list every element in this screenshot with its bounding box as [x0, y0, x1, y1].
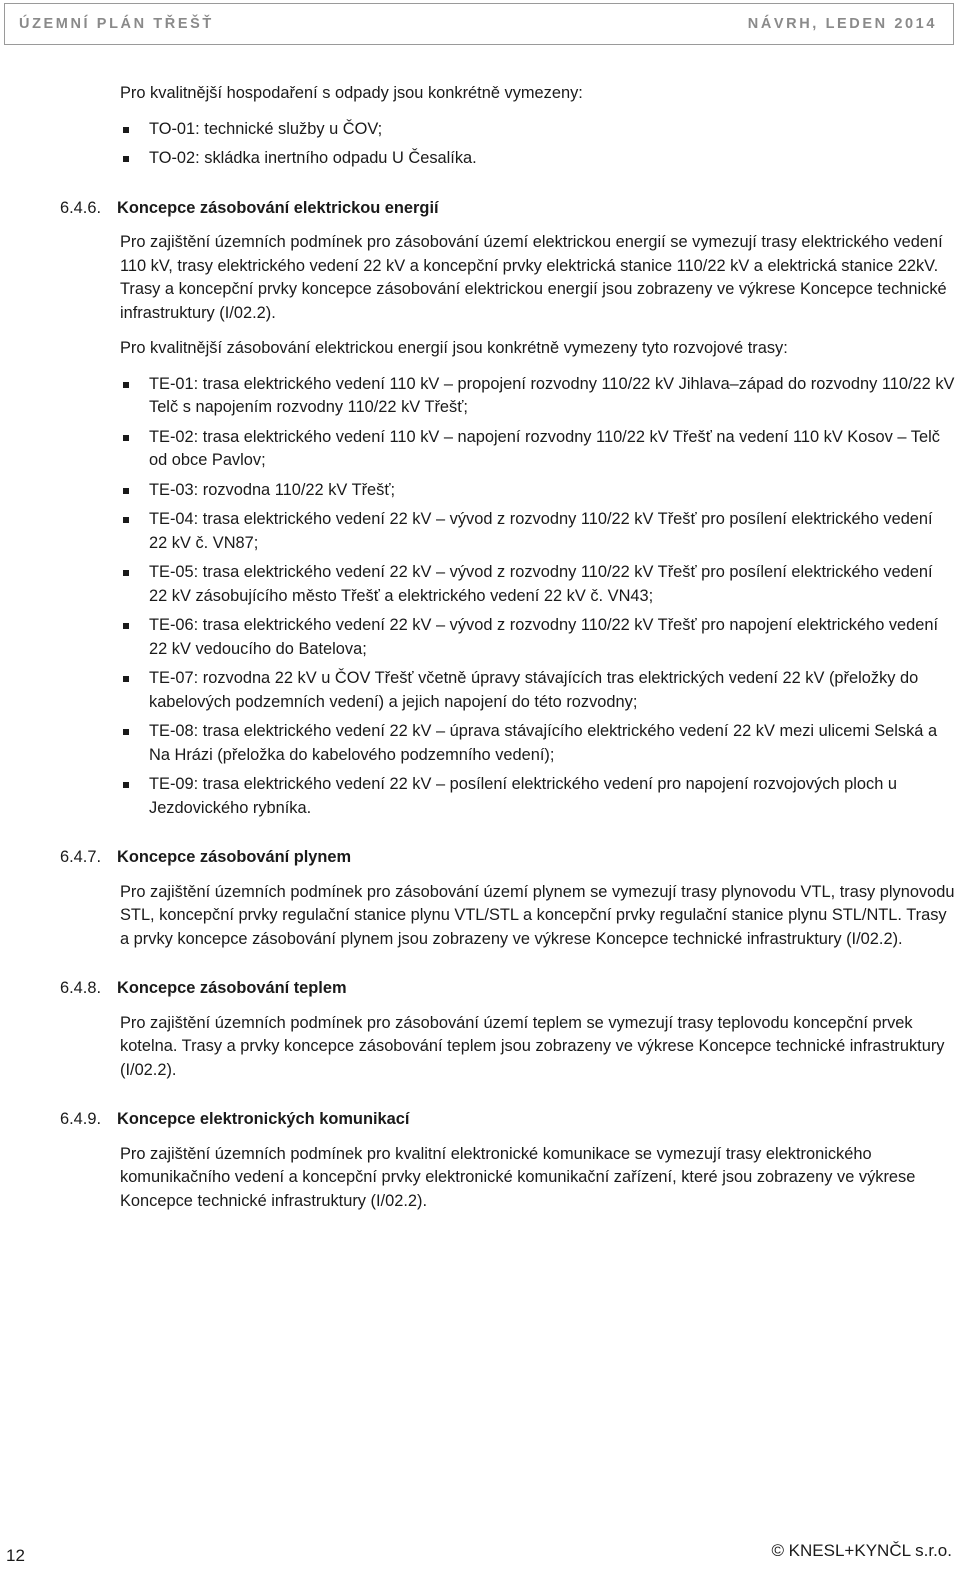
section-number: 6.4.6.: [60, 198, 102, 217]
section-title: Koncepce zásobování teplem: [117, 979, 347, 997]
page-number: 12: [6, 1546, 25, 1565]
list-item: TE-05: trasa elektrického vedení 22 kV – vývod z rozvodny 110/22 kV Třešť pro posílení elektrického vedení 22 kV zásobujícího město Třešť a elektrického vedení 22 kV č. VN43;: [120, 561, 955, 608]
list-item: TE-07: rozvodna 22 kV u ČOV Třešť včetně úpravy stávajících tras elektrických vedení 22 kV (přeložky do kabelových podzemních vedení) a jejich napojení do této rozvodny;: [120, 667, 955, 714]
section-heading-647: [60, 846, 955, 870]
header-version-date: NÁVRH, LEDEN 2014: [747, 16, 937, 32]
section-heading-646: [60, 197, 955, 221]
section-number: 6.4.8.: [60, 979, 102, 997]
section-heading-648: [60, 977, 955, 1001]
page-header: [4, 3, 954, 45]
section-heading-649: [60, 1108, 955, 1132]
header-document-title: ÚZEMNÍ PLÁN TŘEŠŤ: [19, 16, 214, 32]
list-item: TE-02: trasa elektrického vedení 110 kV – napojení rozvodny 110/22 kV Třešť na vedení 110 kV Kosov – Telč od obce Pavlov;: [120, 426, 955, 473]
list-item: TE-04: trasa elektrického vedení 22 kV – vývod z rozvodny 110/22 kV Třešť pro posílení elektrického vedení 22 kV č. VN87;: [120, 508, 955, 555]
section-title: Koncepce zásobování elektrickou energií: [117, 198, 439, 217]
list-item: TO-01: technické služby u ČOV;: [120, 118, 955, 142]
list-item: TE-03: rozvodna 110/22 kV Třešť;: [120, 479, 955, 503]
list-item: TE-09: trasa elektrického vedení 22 kV – posílení elektrického vedení pro napojení rozvojových ploch u Jezdovického rybníka.: [120, 773, 955, 820]
section-paragraph: Pro zajištění územních podmínek pro zásobování území elektrickou energií se vymezují trasy elektrického vedení 110 kV, trasy elektrického vedení 22 kV a koncepční prvky elektrická stanice 110/22 kV a elektrická stanice 22kV. Trasy a koncepční prvky koncepce zásobování elektrickou energií jsou zobrazeny ve výkrese Koncepce technické infrastruktury (I/02.2).: [120, 233, 947, 322]
section-paragraph: Pro kvalitnější zásobování elektrickou energií jsou konkrétně vymezeny tyto rozvojové trasy:: [120, 339, 788, 357]
section-paragraph: Pro zajištění územních podmínek pro zásobování území teplem se vymezují trasy teplovodu koncepční prvek kotelna. Trasy a prvky koncepce zásobování teplem jsou zobrazeny ve výkrese Koncepce technické infrastruktury (I/02.2).: [120, 1013, 945, 1079]
list-item: TE-01: trasa elektrického vedení 110 kV – propojení rozvodny 110/22 kV Jihlava–západ do rozvodny 110/22 kV Telč s napojením rozvodny 110/22 kV Třešť;: [120, 373, 955, 420]
section-paragraph: Pro zajištění územních podmínek pro zásobování území plynem se vymezují trasy plynovodu VTL, trasy plynovodu STL, koncepční prvky regulační stanice plynu VTL/STL a koncepční prvky regulační stanice plynu STL/NTL. Trasy a prvky koncepce zásobování plynem jsou zobrazeny ve výkrese Koncepce technické infrastruktury (I/02.2).: [120, 882, 955, 948]
document-body: [60, 82, 955, 1225]
section-title: Koncepce zásobování plynem: [117, 848, 352, 866]
section-number: 6.4.9.: [60, 1110, 102, 1128]
intro-paragraph: Pro kvalitnější hospodaření s odpady jsou konkrétně vymezeny:: [120, 84, 583, 102]
waste-list: [120, 118, 955, 171]
section-title: Koncepce elektronických komunikací: [117, 1110, 410, 1128]
list-item: TE-06: trasa elektrického vedení 22 kV – vývod z rozvodny 110/22 kV Třešť pro napojení elektrického vedení 22 kV vedoucího do Batelova;: [120, 614, 955, 661]
electricity-routes-list: [120, 373, 955, 821]
footer-copyright: © KNESL+KYNČL s.r.o.: [771, 1541, 952, 1560]
section-number: 6.4.7.: [60, 848, 102, 866]
section-paragraph: Pro zajištění územních podmínek pro kvalitní elektronické komunikace se vymezují trasy elektronického komunikačního vedení a koncepční prvky elektronické komunikační zařízení, které jsou zobrazeny ve výkrese Koncepce technické infrastruktury (I/02.2).: [120, 1144, 916, 1210]
list-item: TE-08: trasa elektrického vedení 22 kV – úprava stávajícího elektrického vedení 22 kV mezi ulicemi Selská a Na Hrázi (přeložka do kabelového podzemního vedení);: [120, 720, 955, 767]
list-item: TO-02: skládka inertního odpadu U Česalíka.: [120, 147, 955, 171]
